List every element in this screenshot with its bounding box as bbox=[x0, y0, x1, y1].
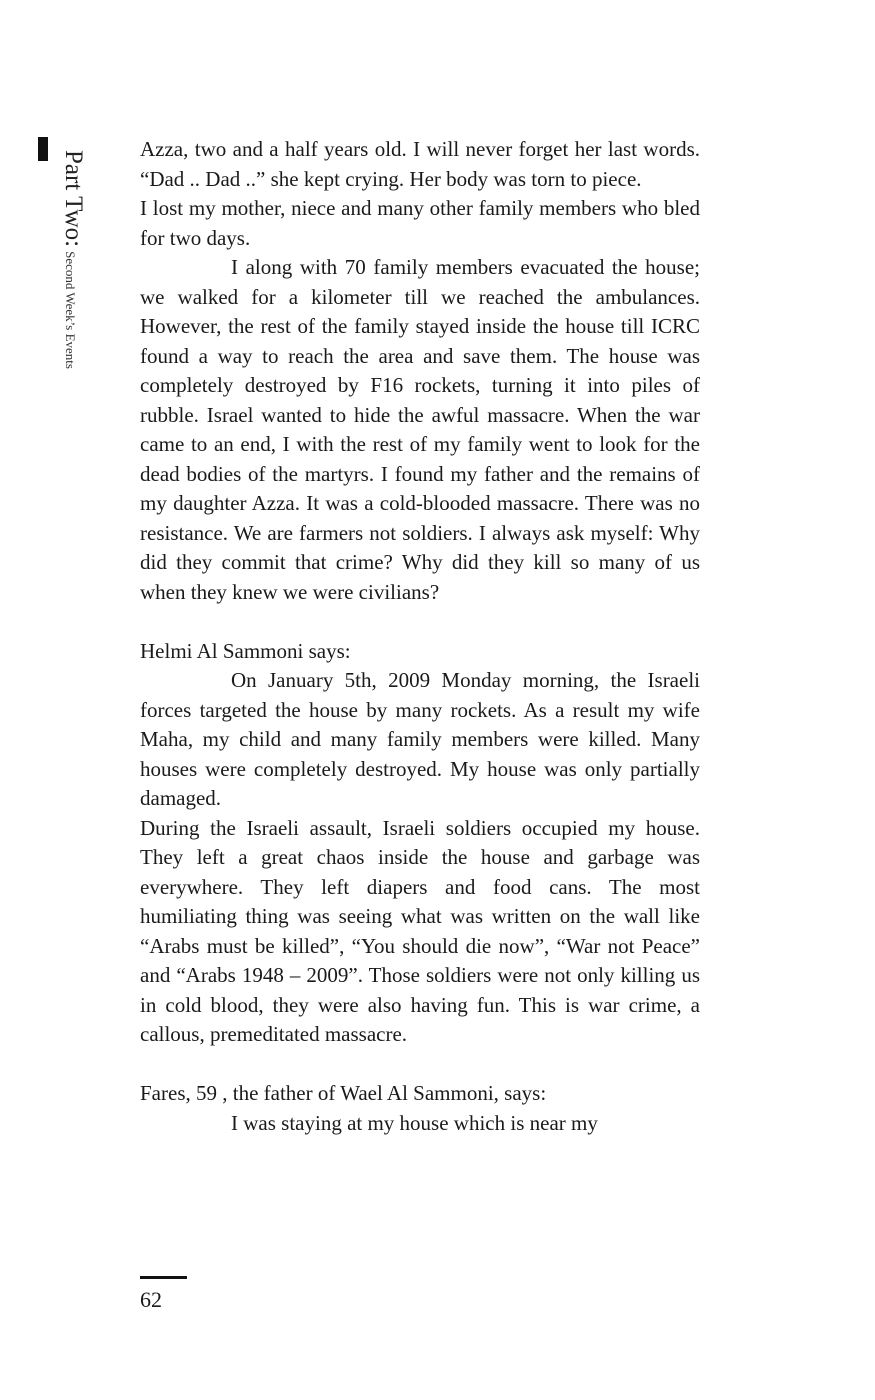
header-marker-bar bbox=[38, 137, 48, 161]
paragraph: I was staying at my house which is near my bbox=[231, 1110, 598, 1135]
paragraph: I along with 70 family members evacuated the house; we walked for a kilometer till we reached the ambulances. However, the rest of the family stayed inside the house till ICRC found a way to reach the area and save them. The house was completely destroyed by F16 rockets, turning it into piles of rubble. Israel wanted to hide the awful massacre. When the war came to an end, I with the rest of my family went to look for the dead bodies of the martyrs. I found my father and the remains of my daughter Azza. It was a cold-blooded massacre. There was no resistance. We are farmers not soldiers. I always ask myself: Why did they commit that crime? Why did they kill so many of us when they knew we were civilians? bbox=[140, 255, 700, 604]
footer-rule bbox=[140, 1276, 187, 1279]
running-header bbox=[57, 150, 86, 369]
paragraph: I lost my mother, niece and many other family members who bled for two days. bbox=[140, 196, 700, 250]
running-header-part: Part Two: bbox=[60, 150, 87, 248]
speaker-line: Fares, 59 , the father of Wael Al Sammoni, says: bbox=[140, 1081, 547, 1105]
page-number: 62 bbox=[140, 1287, 162, 1312]
paragraph: Azza, two and a half years old. I will never forget her last words. “Dad .. Dad ..” she kept crying. Her body was torn to piece. bbox=[140, 137, 700, 191]
paragraph: During the Israeli assault, Israeli soldiers occupied my house. They left a great chaos inside the house and garbage was everywhere. They left diapers and food cans. The most humiliating thing was seeing what was written on the wall like “Arabs must be killed”, “You should die now”, “War not Peace” and “Arabs 1948 – 2009”. Those soldiers were not only killing us in cold blood, they were also having fun. This is war crime, a callous, premeditated massacre. bbox=[140, 815, 700, 1046]
speaker-line: Helmi Al Sammoni says: bbox=[140, 638, 351, 663]
paragraph: On January 5th, 2009 Monday morning, the Israeli forces targeted the house by many rockets. As a result my wife Maha, my child and many family members were killed. Many houses were completely destroyed. My house was only partially damaged. bbox=[140, 668, 700, 810]
page-body bbox=[140, 135, 700, 1138]
running-header-section: Second Week’s Events bbox=[63, 251, 78, 369]
